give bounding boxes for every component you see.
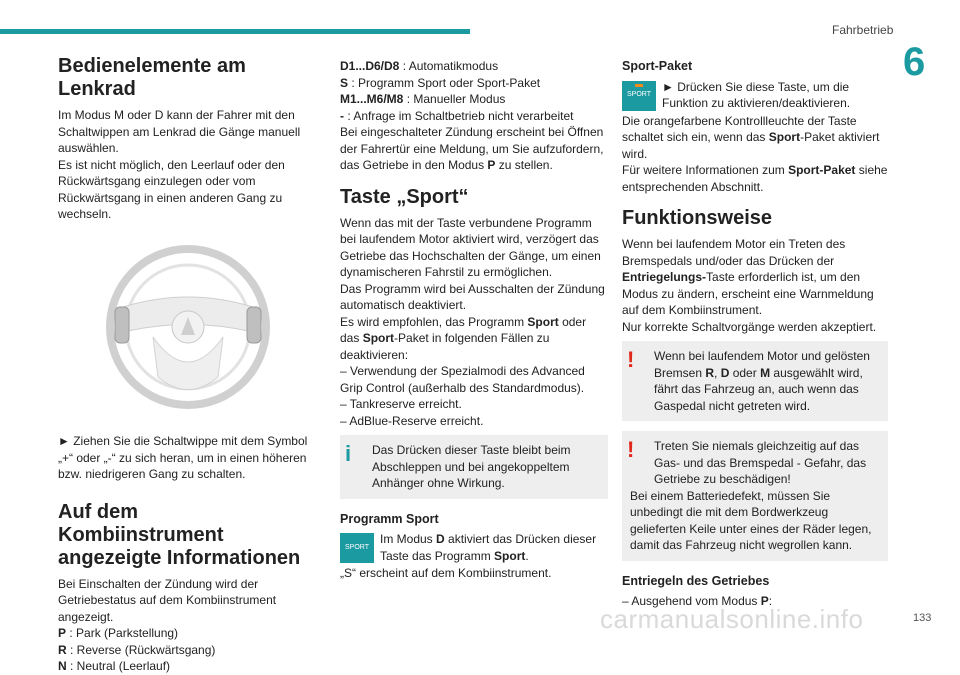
text: ausgewählt wird, fährt das Fahrzeug an, auch wenn das Gaspedal nicht getreten wird. [654, 365, 863, 413]
cluster-paragraph: Bei Einschalten der Zündung wird der Getriebestatus auf dem Kombiinstrument angezeigt. [58, 576, 277, 624]
heading-sport-program: Programm Sport [340, 511, 439, 526]
warning-box [622, 341, 888, 421]
mode-text: : Manueller Modus [403, 92, 506, 106]
text: Im Modus [380, 532, 437, 546]
door-paragraph [340, 124, 608, 174]
sport-button-icon [340, 533, 374, 563]
text: . [525, 548, 529, 563]
warning-text: Bei einem Batteriedefekt, müssen Sie unbedingt die mit dem Bordwerkzeug gelieferten Keile unter eines der Räder legen, damit das Fahrzeug nicht wegrollen kann. [630, 488, 872, 552]
header-bar [0, 29, 470, 34]
text: : [768, 594, 773, 608]
text: siehe entsprechenden Abschnitt. [622, 163, 888, 194]
page-number: 133 [913, 612, 932, 624]
column-2 [340, 58, 608, 582]
warning-text: Treten Sie niemals gleichzeitig auf das Gas- und das Bremspedal - Gefahr, das Getriebe zu beschädigen! [654, 439, 867, 486]
text: zu stellen. [495, 158, 553, 172]
mode-text: : Anfrage im Schaltbetrieb nicht verarbeitet [344, 108, 574, 123]
steering-paragraph: Im Modus M oder D kann der Fahrer mit den Schaltwippen am Lenkrad die Gänge manuell auswählen. Es ist nicht möglich, den Leerlauf oder den Rückwärtsgang einzulegen oder vom Rückwärtsgang in einen anderen Gang zu wechseln. [58, 108, 301, 221]
heading-unlock-gearbox: Entriegeln des Getriebes [622, 573, 770, 588]
text-bold: M [760, 365, 771, 380]
text: – Ausgehend vom Modus [622, 594, 761, 608]
text-bold: P [487, 158, 496, 172]
mode-list [58, 625, 308, 675]
mode-item [58, 658, 308, 675]
recommend-paragraph [340, 314, 608, 364]
text-bold: R [705, 365, 715, 380]
sport-button-label: SPORT [627, 91, 651, 99]
heading-sport-button: Taste „Sport“ [340, 185, 469, 208]
heading-steering-controls: Bedienelemente am Lenkrad [58, 55, 246, 100]
warning-text [630, 348, 880, 414]
text: , [714, 365, 721, 380]
paddle-instruction: ► Ziehen Sie die Schaltwippe mit dem Symbol „+“ oder „-“ zu sich heran, um in einen höheren bzw. niedrigeren Gang zu schalten. [58, 434, 308, 481]
mode-list-continued [340, 58, 608, 124]
mode-key: D1...D6/D8 [340, 59, 400, 73]
mode-item [340, 58, 608, 75]
text-bold: Sport-Paket [788, 163, 856, 177]
bullet-item: – Verwendung der Spezialmodi des Advanced Grip Control (außerhalb des Standardmodus). [340, 364, 585, 395]
bullet-item: – Tankreserve erreicht. [340, 397, 462, 411]
warning-icon: ! [627, 347, 635, 372]
text-bold: Entriegelungs- [622, 270, 707, 284]
warning-box [622, 431, 888, 561]
text: Für weitere Informationen zum [622, 163, 789, 177]
text-bold: Sport [768, 130, 801, 144]
mode-text: : Automatikmodus [399, 59, 499, 73]
mode-item [58, 642, 308, 659]
mode-item [340, 108, 608, 125]
text: Wenn bei laufendem Motor ein Treten des Bremspedals und/oder das Drücken der [622, 237, 846, 268]
watermark: carmanualsonline.info [600, 604, 864, 634]
column-1 [58, 55, 308, 675]
mode-key: N [58, 659, 67, 673]
sport-display-text: „S“ erscheint auf dem Kombiinstrument. [340, 566, 552, 580]
pack-paragraph [622, 113, 888, 163]
text: Es wird empfohlen, das Programm [340, 314, 528, 329]
info-text: Das Drücken dieser Taste bleibt beim Abschleppen und bei angekoppeltem Anhänger ohne Wirkung. [372, 443, 571, 490]
mode-key: S [340, 75, 349, 90]
bullet-item: – AdBlue-Reserve erreicht. [340, 413, 484, 428]
text: oder das [340, 314, 587, 345]
mode-key: M1...M6/M8 [340, 92, 404, 106]
section-title: Fahrbetrieb [832, 23, 894, 37]
sport-pack-button-icon [622, 81, 656, 111]
mode-key: R [58, 642, 67, 657]
operation-paragraph [622, 236, 888, 319]
info-box [340, 435, 608, 499]
mode-text: : Programm Sport oder Sport-Paket [348, 75, 541, 90]
text: -Paket in folgenden Fällen zu deaktivieren: [340, 331, 550, 362]
mode-text: : Park (Parkstellung) [66, 626, 179, 640]
heading-operation: Funktionsweise [622, 207, 773, 229]
heading-sport-pack: Sport-Paket [622, 59, 693, 73]
text-bold: Sport [527, 314, 559, 329]
operation-note: Nur korrekte Schaltvorgänge werden akzeptiert. [622, 319, 877, 334]
mode-key: - [340, 108, 344, 123]
mode-item [340, 91, 608, 108]
heading-cluster-info: Auf dem Kombiinstrument angezeigte Informationen [58, 500, 301, 569]
led-indicator-icon [635, 84, 643, 87]
warning-icon: ! [627, 437, 635, 462]
column-3 [622, 58, 888, 610]
text-bold: Sport [362, 331, 395, 345]
steering-wheel-illustration [93, 237, 283, 417]
text: Wenn bei laufendem Motor und gelösten Bremsen [654, 349, 870, 380]
text-bold: Sport [494, 548, 526, 563]
mode-item [58, 625, 308, 642]
text: Die orangefarbene Kontrollleuchte der Taste schaltet sich ein, wenn das [622, 113, 857, 144]
text: aktiviert das Drücken dieser Taste das Programm [380, 532, 597, 563]
pack-instruction: ► Drücken Sie diese Taste, um die Funktion zu aktivieren/deaktivieren. [662, 79, 851, 110]
text-bold: P [760, 594, 769, 608]
mode-text: : Neutral (Leerlauf) [66, 659, 171, 673]
chapter-number: 6 [903, 40, 926, 84]
info-icon: i [345, 441, 352, 466]
sport-program-paragraph [340, 531, 608, 564]
text-bold: D [720, 365, 730, 380]
text: oder [729, 365, 761, 380]
text: Bei eingeschalteter Zündung erscheint bei Öffnen der Fahrertür eine Meldung, um Sie aufzufordern, das Getriebe in den Modus [340, 125, 604, 172]
mode-item [340, 75, 608, 92]
text: Taste erforderlich ist, um den Modus zu ändern, erscheint eine Warnmeldung auf dem Kombiinstrument. [622, 270, 874, 317]
text-bold: D [436, 532, 445, 546]
pack-reference [622, 162, 888, 195]
text: -Paket aktiviert wird. [622, 130, 880, 161]
sport-button-label: SPORT [345, 543, 369, 551]
mode-key: P [58, 626, 67, 640]
mode-text: : Reverse (Rückwärtsgang) [66, 642, 216, 657]
sport-paragraph: Wenn das mit der Taste verbundene Programm bei laufendem Motor aktiviert wird, verzögert das Getriebe das Hochschalten der Gänge, um einen dynamischeren Fahrstil zu ermöglichen. Das Programm wird bei Ausschalten der Zündung automatisch deaktiviert. [340, 215, 605, 312]
